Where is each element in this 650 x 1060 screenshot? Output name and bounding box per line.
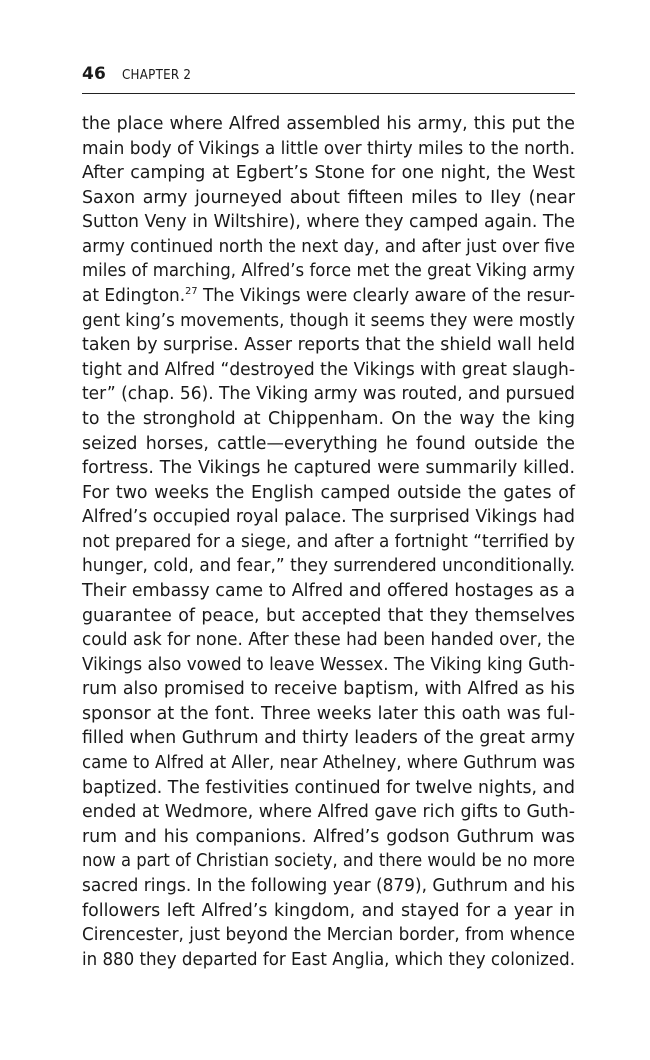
text-line: army continued north the next day, and after just over five	[82, 236, 575, 257]
text-line: not prepared for a siege, and after a fortnight “terrified by	[82, 531, 575, 552]
text-line: Sutton Veny in Wiltshire), where they camped again. The	[82, 212, 575, 233]
text-line: now a part of Christian society, and there would be no more	[82, 851, 575, 872]
text-line: Vikings also vowed to leave Wessex. The Viking king Guth-	[82, 654, 575, 675]
book-page	[82, 64, 575, 972]
text-line: rum also promised to receive baptism, with Alfred as his	[82, 679, 575, 700]
text-line: could ask for none. After these had been handed over, the	[82, 630, 575, 651]
page-number: 46	[82, 64, 107, 84]
text-line: ter” (chap. 56). The Viking army was routed, and pursued	[82, 384, 575, 405]
text-line: miles of marching, Alfred’s force met the great Viking army	[82, 261, 575, 282]
footnote-marker[interactable]: 27	[185, 286, 198, 298]
text-line: followers left Alfred’s kingdom, and stayed for a year in	[82, 900, 575, 921]
text-segment: The Vikings were clearly aware of the resur-	[197, 286, 575, 307]
running-head	[82, 64, 575, 94]
text-line: Alfred’s occupied royal palace. The surprised Vikings had	[82, 507, 575, 528]
text-line: fortress. The Vikings he captured were summarily killed.	[82, 458, 575, 479]
text-line: seized horses, cattle—everything he found outside the	[82, 433, 575, 454]
text-line: sponsor at the font. Three weeks later this oath was ful-	[82, 703, 575, 724]
text-line: ended at Wedmore, where Alfred gave rich gifts to Guth-	[82, 802, 575, 823]
text-line: hunger, cold, and fear,” they surrendered unconditionally.	[82, 556, 575, 577]
text-line: rum and his companions. Alfred’s godson Guthrum was	[82, 826, 575, 847]
text-line: came to Alfred at Aller, near Athelney, where Guthrum was	[82, 753, 575, 774]
text-line: sacred rings. In the following year (879), Guthrum and his	[82, 875, 575, 896]
text-line: the place where Alfred assembled his army, this put the	[82, 114, 575, 134]
text-segment: at Edington.	[82, 286, 186, 307]
text-line: Saxon army journeyed about fifteen miles to Iley (near	[82, 187, 575, 208]
text-line: Their embassy came to Alfred and offered hostages as a	[82, 580, 575, 601]
body-text	[82, 112, 575, 972]
text-line: guarantee of peace, but accepted that they themselves	[82, 605, 575, 626]
text-line: For two weeks the English camped outside the gates of	[82, 482, 575, 503]
text-line: main body of Vikings a little over thirty miles to the north.	[82, 138, 575, 159]
text-line: filled when Guthrum and thirty leaders of the great army	[82, 728, 575, 749]
text-line: taken by surprise. Asser reports that the shield wall held	[82, 335, 575, 356]
text-line	[82, 284, 575, 309]
text-line: to the stronghold at Chippenham. On the way the king	[82, 408, 575, 429]
text-line: gent king’s movements, though it seems they were mostly	[82, 310, 575, 331]
text-line: After camping at Egbert’s Stone for one night, the West	[82, 163, 575, 184]
text-line: tight and Alfred “destroyed the Vikings with great slaugh-	[82, 359, 575, 380]
chapter-label: CHAPTER 2	[122, 67, 192, 83]
text-line: baptized. The festivities continued for twelve nights, and	[82, 777, 575, 798]
text-line: Cirencester, just beyond the Mercian border, from whence	[82, 925, 575, 946]
text-line: in 880 they departed for East Anglia, which they colonized.	[82, 949, 575, 970]
